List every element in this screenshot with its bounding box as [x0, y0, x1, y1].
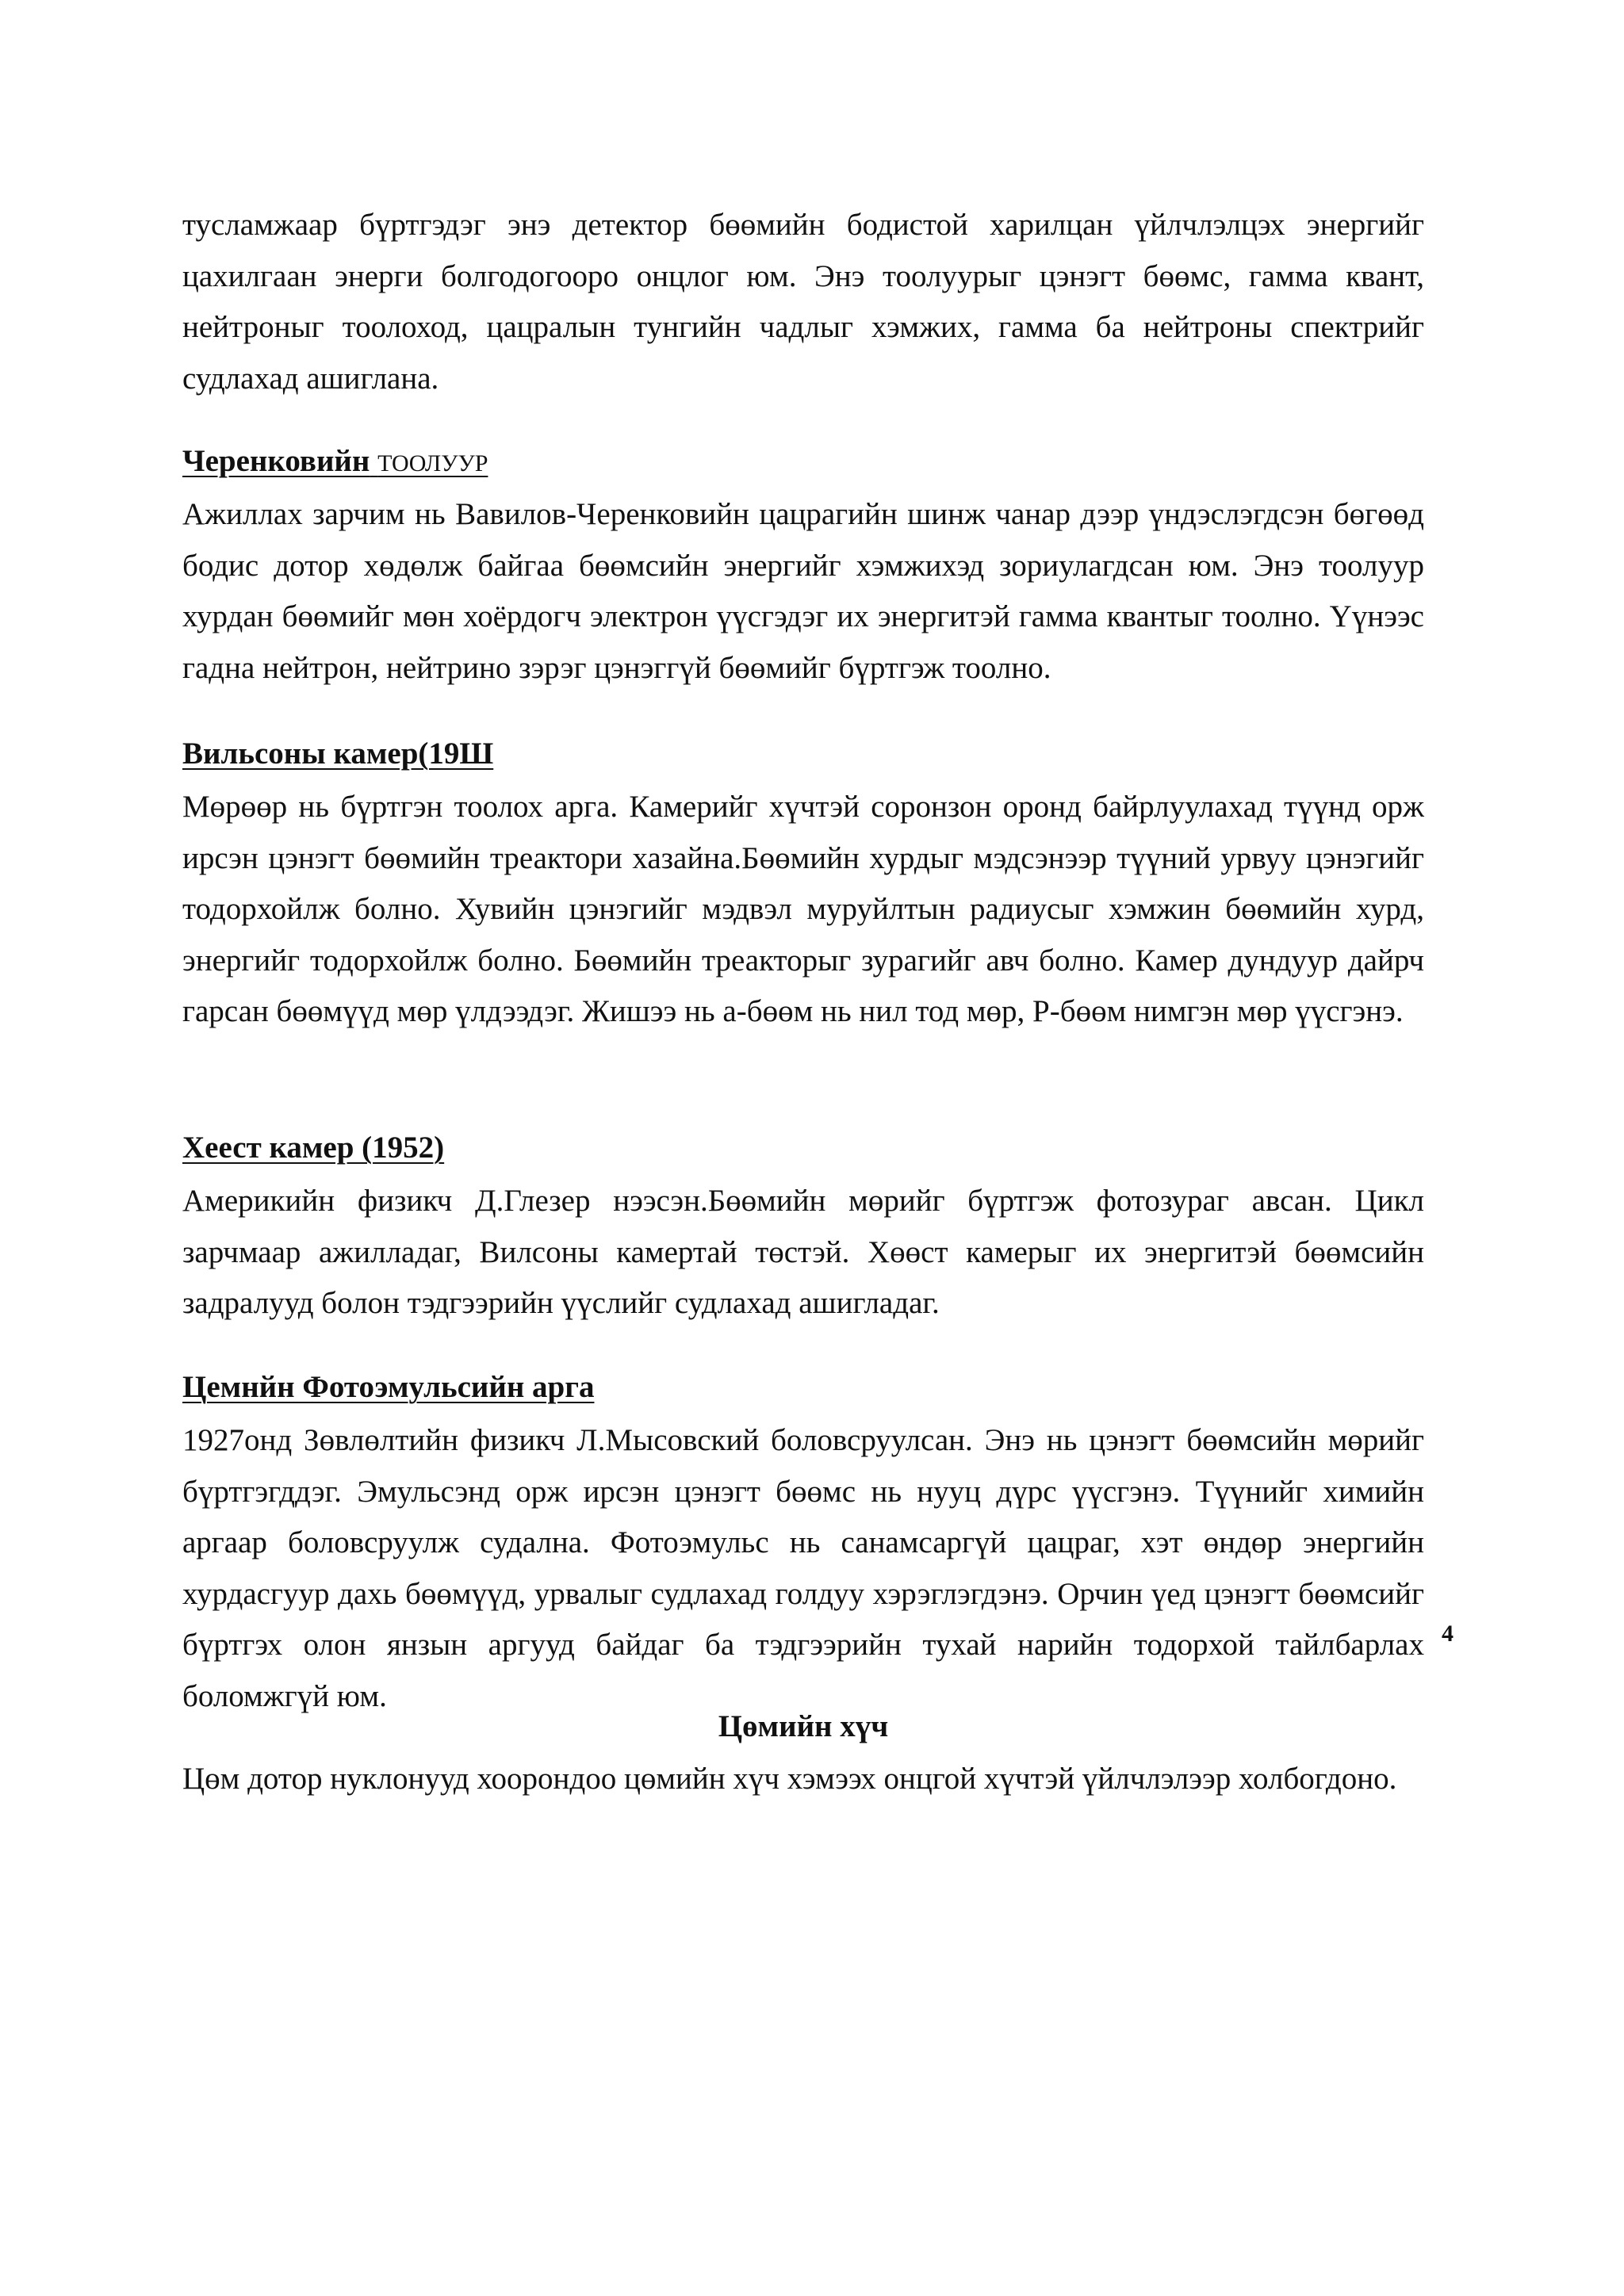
- paragraph-bubble-chamber: Америкийн физикч Д.Глезер нээсэн.Бөөмийн мөрийг бүртгэж фотозураг авсан. Цикл зарчмаар ажилладаг, Вилсоны камертай төстэй. Хөөст камерыг их энергитэй бөөмсийн задралууд болон тэдгээрийн үүслийг судлахад ашигладаг.: [182, 1184, 1424, 1320]
- heading-photoemulsion-method: Цемнйн Фотоэмульсийн арга: [182, 1370, 595, 1404]
- paragraph-photoemulsion-method: 1927онд Зөвлөлтийн физикч Л.Мысовский боловсруулсан. Энэ нь цэнэгт бөөмсийн мөрийг бүртгэгддэг. Эмульсэнд орж ирсэн цэнэгт бөөмс нь нууц дүрс үүсгэнэ. Түүнийг химийн аргаар боловсруулж судална. Фотоэмульс нь санамсаргүй цацраг, хэт өндөр энергийн хурдасгуур дахь бөөмүүд, урвалыг судлахад голдуу хэрэглэгдэнэ. Орчин үед цэнэгт бөөмсийг бүртгэх олон янзын аргууд байдаг ба тэдгээрийн тухай нарийн тодорхой тайлбарлах боломжгүй юм.: [182, 1423, 1424, 1713]
- page-number: 4: [1442, 1621, 1454, 1647]
- heading-wilson-chamber: Вильсоны камер(19Ш: [182, 737, 494, 771]
- paragraph-nuclear-force: Цөм дотор нуклонууд хоорондоо цөмийн хүч хэмээх онцгой хүчтэй үйлчлэлээр холбогдоно.: [182, 1762, 1397, 1796]
- heading-nuclear-force: Цөмийн хүч: [718, 1709, 889, 1743]
- paragraph-wilson-chamber: Мөрөөр нь бүртгэн тоолох арга. Камерийг хүчтэй соронзон оронд байрлуулахад түүнд орж ирсэн цэнэгт бөөмийн треактори хазайна.Бөөмийн хурдыг мэдсэнээр түүний урвуу цэнэгийг тодорхойлж болно. Хувийн цэнэгийг мэдвэл муруйлтын радиусыг хэмжин бөөмийн хурд, энергийг тодорхойлж болно. Бөөмийн треакторыг зурагийг авч болно. Камер дундуур дайрч гарсан бөөмүүд мөр үлдээдэг. Жишээ нь а-бөөм нь нил тод мөр, Р-бөөм нимгэн мөр үүсгэнэ.: [182, 790, 1424, 1028]
- heading-cherenkov-counter: [182, 436, 1424, 490]
- heading-bubble-chamber: Хеест камер (1952): [182, 1131, 445, 1165]
- heading-cherenkov-rest: ТООЛУУР: [377, 450, 488, 476]
- heading-cherenkov-bold: Черенковийн: [182, 444, 370, 478]
- paragraph-cherenkov-counter: Ажиллах зарчим нь Вавилов-Черенковийн цацрагийн шинж чанар дээр үндэслэгдсэн бөгөөд бодис дотор хөдөлж байгаа бөөмсийн энергийг хэмжихэд зориулагдсан юм. Энэ тоолуур хурдан бөөмийг мөн хоёрдогч электрон үүсгэдэг их энергитэй гамма квантыг тоолно. Үүнээс гадна нейтрон, нейтрино зэрэг цэнэггүй бөөмийг бүртгэж тоолно.: [182, 497, 1424, 685]
- paragraph-detector-description: тусламжаар бүртгэдэг энэ детектор бөөмийн бодистой харилцан үйлчлэлцэх энергийг цахилгаан энерги болгодогооро онцлог юм. Энэ тоолуурыг цэнэгт бөөмс, гамма квант, нейтроныг тоолоход, цацралын тунгийн чадлыг хэмжих, гамма ба нейтроны спектрийг судлахад ашиглана.: [182, 208, 1424, 396]
